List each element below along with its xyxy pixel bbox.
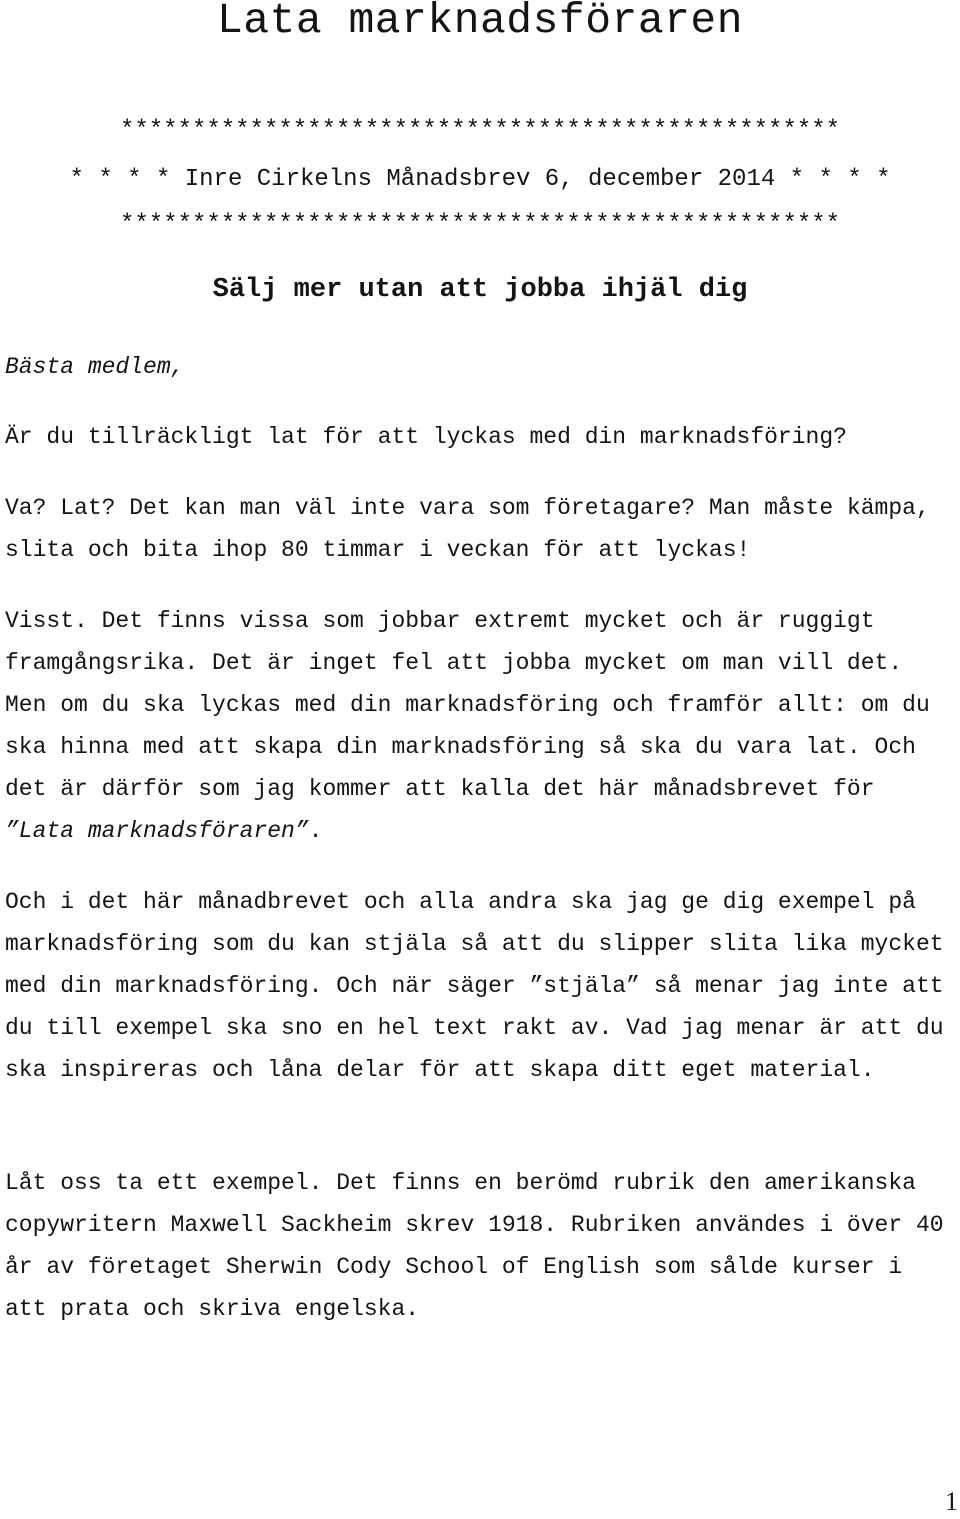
emphasized-title: ”Lata marknadsföraren”: [5, 818, 309, 844]
page-number: 1: [945, 1487, 958, 1516]
paragraph-end: .: [308, 818, 323, 844]
paragraph-question: Är du tillräckligt lat för att lyckas med din marknadsföring?: [5, 424, 847, 450]
banner-asterisk-line-bottom: **************************************************: [119, 211, 841, 238]
paragraph-lazy-marketer: [5, 600, 957, 852]
paragraph-text: Visst. Det finns vissa som jobbar extremt mycket och är ruggigt framgångsrika. Det är inget fel att jobba mycket om man vill det. Men om du ska lyckas med din marknadsföring och framför allt: om du ska hinna med att skapa din marknadsföring så ska du vara lat. Och det är därför som jag kommer att kalla det här månadsbrevet för: [5, 608, 930, 802]
paragraph-example-intro: Låt oss ta ett exempel. Det finns en berömd rubrik den amerikanska copywritern Maxwell Sackheim skrev 1918. Rubriken användes i över 40 år av företaget Sherwin Cody School of English som sålde kurser i att prata och skriva engelska.: [5, 1170, 944, 1322]
document-title: Lata marknadsföraren: [216, 0, 744, 45]
paragraph-steal-examples: Och i det här månadbrevet och alla andra ska jag ge dig exempel på marknadsföring som du kan stjäla så att du slipper slita lika mycket med din marknadsföring. Och när säger ”stjäla” så menar jag inte att du till exempel ska sno en hel text rakt av. Vad jag menar är att du ska inspireras och låna delar för att skapa ditt eget material.: [5, 889, 944, 1083]
banner-asterisk-line-top: **************************************************: [119, 117, 841, 144]
salutation: Bästa medlem,: [5, 354, 185, 380]
paragraph-objection: Va? Lat? Det kan man väl inte vara som företagare? Man måste kämpa, slita och bita ihop 80 timmar i veckan för att lyckas!: [5, 495, 930, 563]
newsletter-headline: Sälj mer utan att jobba ihjäl dig: [212, 275, 748, 305]
newsletter-banner: * * * * Inre Cirkelns Månadsbrev 6, december 2014 * * * *: [69, 166, 891, 193]
